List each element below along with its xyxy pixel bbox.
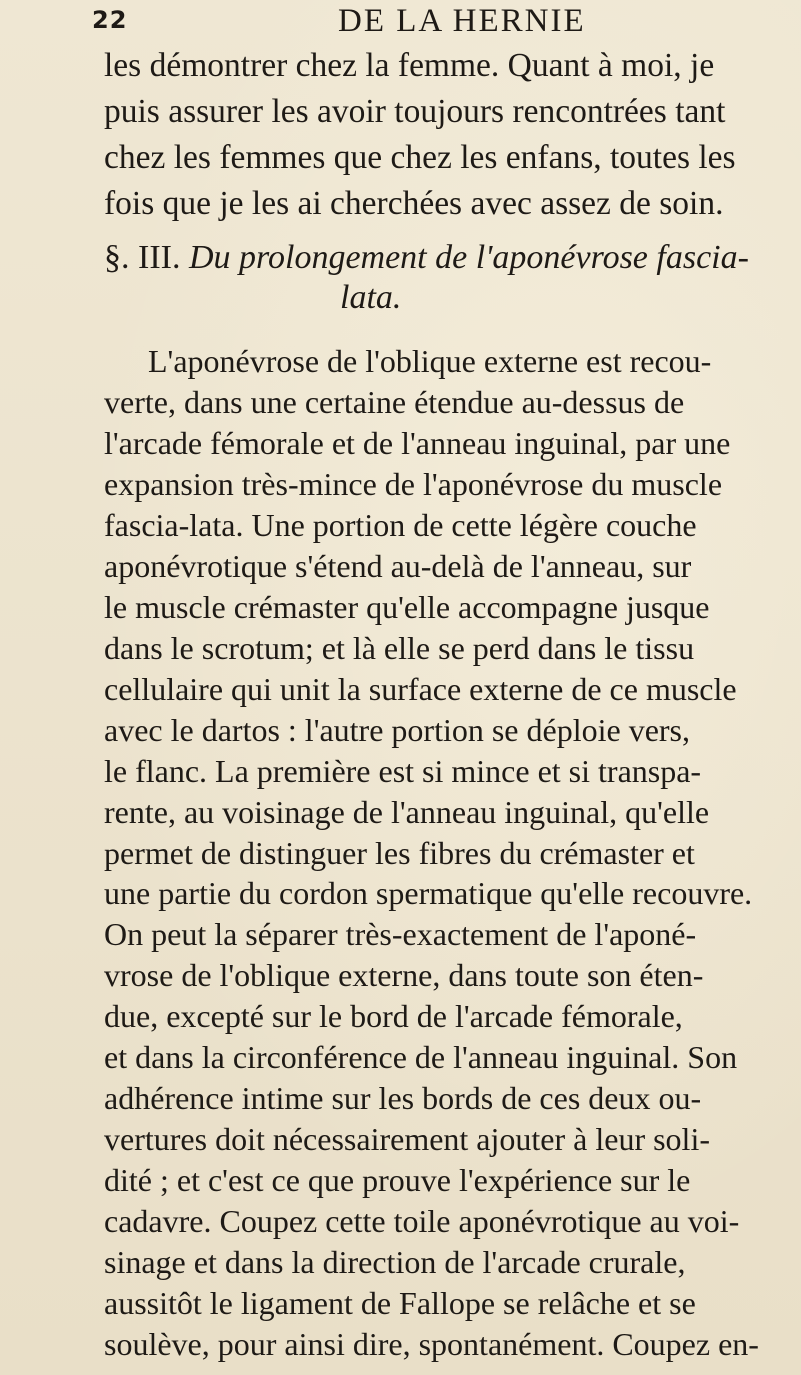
text-line: avec le dartos : l'autre portion se déploie vers,: [104, 712, 690, 748]
text-line: rente, au voisinage de l'anneau inguinal, qu'elle: [104, 794, 710, 830]
text-line: le muscle crémaster qu'elle accompagne jusque: [104, 589, 710, 625]
text-line: et dans la circonférence de l'anneau inguinal. Son: [104, 1039, 738, 1075]
text-line: sinage et dans la direction de l'arcade crurale,: [104, 1244, 686, 1280]
text-line: aponévrotique s'étend au-delà de l'anneau, sur: [104, 548, 692, 584]
text-line: due, excepté sur le bord de l'arcade fémorale,: [104, 998, 683, 1034]
text-line: L'aponévrose de l'oblique externe est recou-: [148, 343, 712, 379]
text-line: On peut la séparer très-exactement de l'aponé-: [104, 916, 697, 952]
text-line: une partie du cordon spermatique qu'elle recouvre.: [104, 875, 753, 911]
text-line: cellulaire qui unit la surface externe de ce muscle: [104, 671, 737, 707]
text-line: fois que je les ai cherchées avec assez de soin.: [104, 185, 724, 222]
section-number: §. III.: [104, 239, 181, 276]
page-number: 22: [92, 6, 128, 34]
text-line: soulève, pour ainsi dire, spontanément. Coupez en-: [104, 1326, 759, 1362]
text-line: puis assurer les avoir toujours rencontrées tant: [104, 93, 726, 130]
text-line: vertures doit nécessairement ajouter à leur soli-: [104, 1121, 710, 1157]
text-line: expansion très-mince de l'aponévrose du muscle: [104, 466, 723, 502]
section-title-line-1: Du prolongement de l'aponévrose fascia-: [188, 239, 749, 276]
running-title: DE LA HERNIE: [338, 3, 586, 39]
text-line: les démontrer chez la femme. Quant à moi, je: [104, 47, 715, 84]
text-line: adhérence intime sur les bords de ces deux ou-: [104, 1080, 702, 1116]
text-line: l'arcade fémorale et de l'anneau inguinal, par une: [104, 425, 731, 461]
text-line: verte, dans une certaine étendue au-dessus de: [104, 384, 685, 420]
text-line: dité ; et c'est ce que prouve l'expérience sur le: [104, 1162, 691, 1198]
text-line: vrose de l'oblique externe, dans toute son éten-: [104, 957, 704, 993]
text-line: dans le scrotum; et là elle se perd dans le tissu: [104, 630, 695, 666]
text-line: cadavre. Coupez cette toile aponévrotique au voi-: [104, 1203, 740, 1239]
text-line: permet de distinguer les fibres du crémaster et: [104, 835, 695, 871]
section-title-line-2: lata.: [340, 279, 402, 316]
text-line: fascia-lata. Une portion de cette légère couche: [104, 507, 697, 543]
text-line: aussitôt le ligament de Fallope se relâche et se: [104, 1285, 696, 1321]
text-line: chez les femmes que chez les enfans, toutes les: [104, 139, 736, 176]
running-head: [0, 4, 801, 38]
text-line: le flanc. La première est si mince et si transpa-: [104, 753, 702, 789]
